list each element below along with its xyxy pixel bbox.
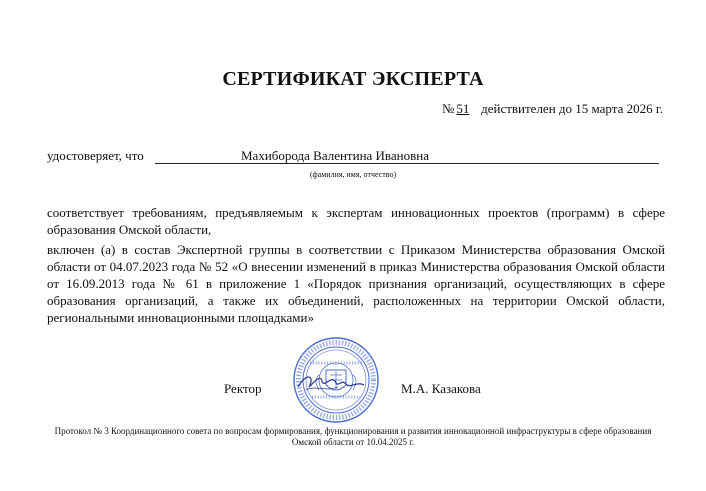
protocol-note: Протокол № 3 Координационного совета по вопросам формирования, функционирования и развития инновационной инфраструктуры в сфере образования Омской области от 10.04.2025 г. bbox=[54, 426, 652, 447]
name-caption: (фамилия, имя, отчество) bbox=[309, 170, 397, 179]
signature-stroke bbox=[298, 377, 364, 387]
certificate-title: СЕРТИФИКАТ ЭКСПЕРТА bbox=[222, 68, 484, 90]
inclusion-paragraph: включен (а) в состав Экспертной группы в соответствии с Приказом Министерства образования Омской области от 04.07.2023 года № 52 «О внесении изменений в приказ Министерства образования Омской области от 16.09.2013 года № 61 в приложение 1 «Порядок признания организаций, осуществляющих в сфере образования организаций, а также их объединений, расположенных на территории Омской области, региональными инновационными площадками» bbox=[47, 242, 665, 325]
holder-name-line bbox=[155, 148, 659, 164]
certificate-validity bbox=[442, 101, 663, 117]
holder-name: Махиборода Валентина Ивановна bbox=[241, 148, 429, 163]
certifies-label: удостоверяет, что bbox=[47, 148, 144, 163]
certificate-number: 51 bbox=[456, 101, 470, 116]
official-stamp-seal bbox=[286, 335, 386, 425]
signatory-name: М.А. Казакова bbox=[401, 381, 481, 396]
signatory-title: Ректор bbox=[224, 381, 262, 396]
number-prefix: № bbox=[441, 101, 455, 116]
requirements-paragraph: соответствует требованиям, предъявляемым к экспертам инновационных проектов (программ) в сфере образования Омской области, bbox=[47, 205, 665, 237]
validity-text: действителен до 15 марта 2026 г. bbox=[481, 101, 663, 116]
